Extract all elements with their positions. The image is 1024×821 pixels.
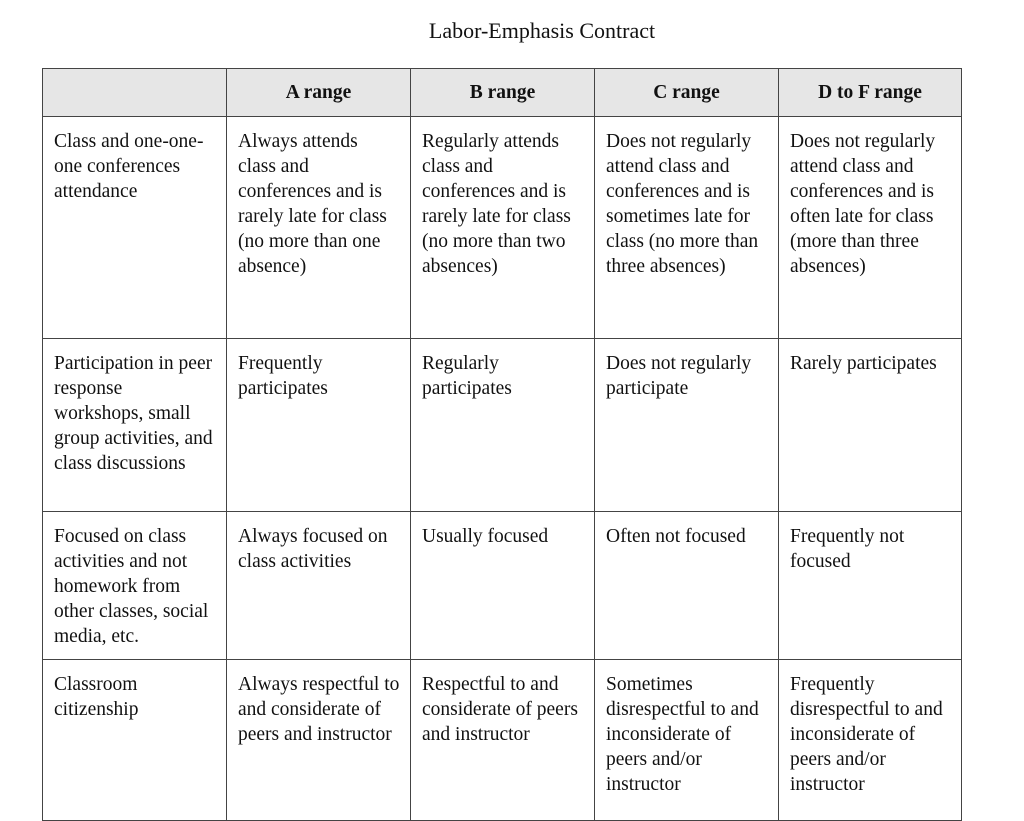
table-row [43, 339, 962, 512]
d-to-f-range-cell: Frequently disrespectful to and inconsiderate of peers and/or instructor [779, 660, 962, 821]
c-range-cell: Sometimes disrespectful to and inconsiderate of peers and/or instructor [595, 660, 779, 821]
b-range-cell: Respectful to and considerate of peers and instructor [411, 660, 595, 821]
c-range-cell: Does not regularly attend class and conferences and is sometimes late for class (no more than three absences) [595, 117, 779, 339]
c-range-cell: Often not focused [595, 512, 779, 660]
header-a-range: A range [227, 69, 411, 117]
c-range-cell: Does not regularly participate [595, 339, 779, 512]
header-row [43, 69, 962, 117]
b-range-cell: Usually focused [411, 512, 595, 660]
table-row [43, 512, 962, 660]
header-d-to-f-range: D to F range [779, 69, 962, 117]
criterion-cell: Class and one-one-one conferences attendance [43, 117, 227, 339]
a-range-cell: Always focused on class activities [227, 512, 411, 660]
a-range-cell: Frequently participates [227, 339, 411, 512]
criterion-cell: Focused on class activities and not homework from other classes, social media, etc. [43, 512, 227, 660]
contract-table [42, 68, 962, 821]
table-row [43, 660, 962, 821]
header-criterion [43, 69, 227, 117]
header-b-range: B range [411, 69, 595, 117]
a-range-cell: Always attends class and conferences and is rarely late for class (no more than one absence) [227, 117, 411, 339]
table-header [43, 69, 962, 117]
b-range-cell: Regularly attends class and conferences and is rarely late for class (no more than two absences) [411, 117, 595, 339]
criterion-cell: Classroom citizenship [43, 660, 227, 821]
d-to-f-range-cell: Does not regularly attend class and conferences and is often late for class (more than three absences) [779, 117, 962, 339]
header-c-range: C range [595, 69, 779, 117]
d-to-f-range-cell: Rarely participates [779, 339, 962, 512]
criterion-cell: Participation in peer response workshops, small group activities, and class discussions [43, 339, 227, 512]
d-to-f-range-cell: Frequently not focused [779, 512, 962, 660]
document-title: Labor-Emphasis Contract [428, 18, 656, 43]
table-body [43, 117, 962, 821]
a-range-cell: Always respectful to and considerate of peers and instructor [227, 660, 411, 821]
table-row [43, 117, 962, 339]
b-range-cell: Regularly participates [411, 339, 595, 512]
